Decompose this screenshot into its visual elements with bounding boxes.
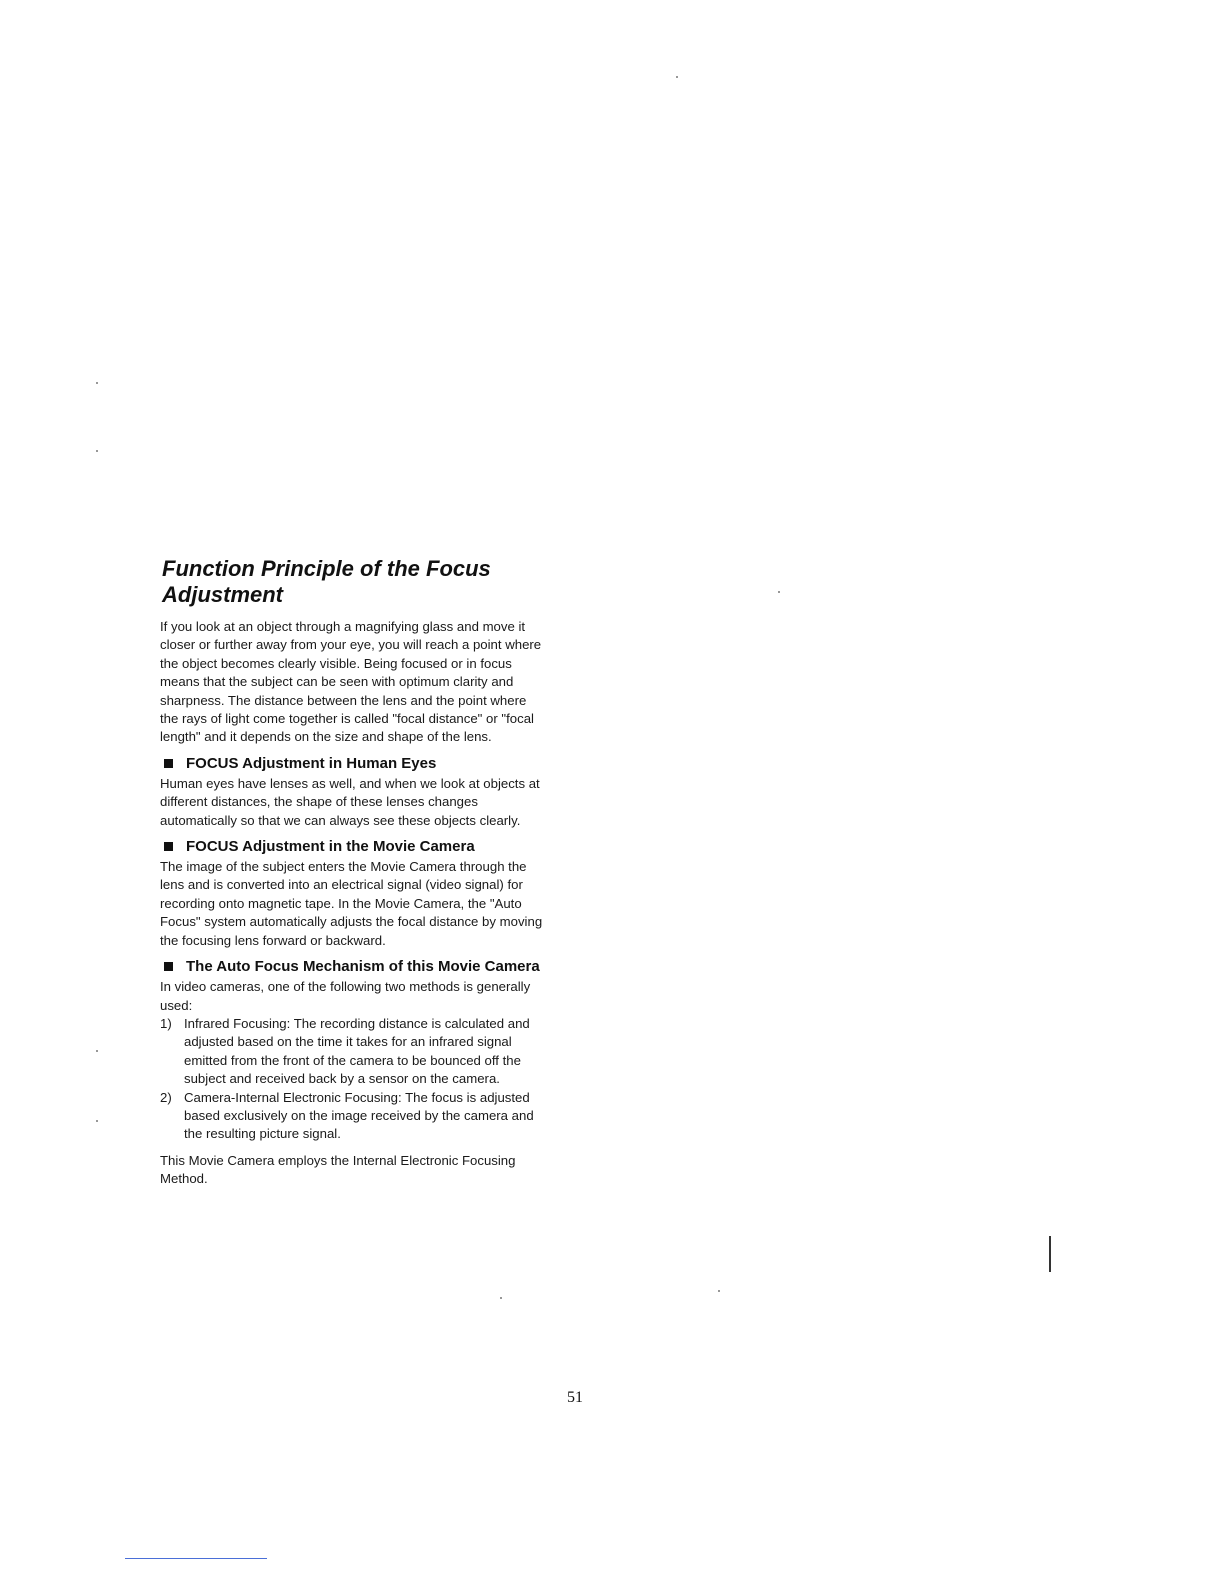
list-item-text: Camera-Internal Electronic Focusing: The focus is adjusted based exclusively on the image received by the camera and the resulting picture signal.: [184, 1089, 534, 1142]
list-item: [160, 1015, 545, 1089]
list-item: [160, 1089, 545, 1144]
section-human-eyes: [160, 755, 545, 830]
scan-speck: [96, 382, 98, 384]
square-bullet-icon: [164, 962, 173, 971]
closing-paragraph: This Movie Camera employs the Internal Electronic Focusing Method.: [160, 1152, 516, 1187]
intro-paragraph: If you look at an object through a magnifying glass and move it closer or further away from your eye, you will reach a point where the object becomes clearly visible. Being focused or in focus means that the subject can be seen with optimum clarity and sharpness. The distance between the lens and the point where the rays of light come together is called "focal distance" or "focal length" and it depends on the size and shape of the lens.: [160, 619, 542, 745]
focusing-methods-list: [160, 1015, 545, 1144]
scan-speck: [778, 591, 780, 593]
section-heading: [162, 958, 545, 976]
list-item-text: Infrared Focusing: The recording distance is calculated and adjusted based on the time it takes for an infrared signal emitted from the front of the camera to be bounced off the subject and received back by a sensor on the camera.: [184, 1015, 530, 1087]
scan-speck: [718, 1290, 720, 1292]
section-heading-text: The Auto Focus Mechanism of this Movie Camera: [186, 958, 540, 976]
section-heading-text: FOCUS Adjustment in Human Eyes: [186, 754, 437, 772]
bottom-rule-line: [125, 1558, 267, 1559]
scan-speck: [96, 1120, 98, 1122]
section-auto-focus-mechanism: [160, 958, 545, 1144]
scan-speck: [96, 450, 98, 452]
square-bullet-icon: [164, 759, 173, 768]
page-title: Function Principle of the Focus Adjustment: [162, 556, 491, 607]
section-body: The image of the subject enters the Movie Camera through the lens and is converted into an electrical signal (video signal) for recording onto magnetic tape. In the Movie Camera, the "Auto Focus" system automatically adjusts the focal distance by moving the focusing lens forward or backward.: [160, 859, 543, 948]
scan-speck: [96, 1050, 98, 1052]
page-number: 51: [567, 1389, 583, 1406]
square-bullet-icon: [164, 842, 173, 851]
section-body: Human eyes have lenses as well, and when we look at objects at different distances, the shape of these lenses changes automatically so that we can always see these objects clearly.: [160, 775, 540, 828]
page-content: [160, 556, 545, 1189]
section-body: In video cameras, one of the following two methods is generally used:: [160, 979, 531, 1013]
list-item-number: 2): [160, 1089, 172, 1105]
section-heading: [162, 755, 545, 773]
list-item-number: 1): [160, 1015, 172, 1031]
section-heading: [162, 838, 545, 856]
section-movie-camera: [160, 838, 545, 950]
scan-speck: [676, 76, 678, 78]
section-heading-text: FOCUS Adjustment in the Movie Camera: [186, 838, 475, 856]
scan-speck: [500, 1297, 502, 1299]
margin-change-bar: [1049, 1236, 1051, 1272]
